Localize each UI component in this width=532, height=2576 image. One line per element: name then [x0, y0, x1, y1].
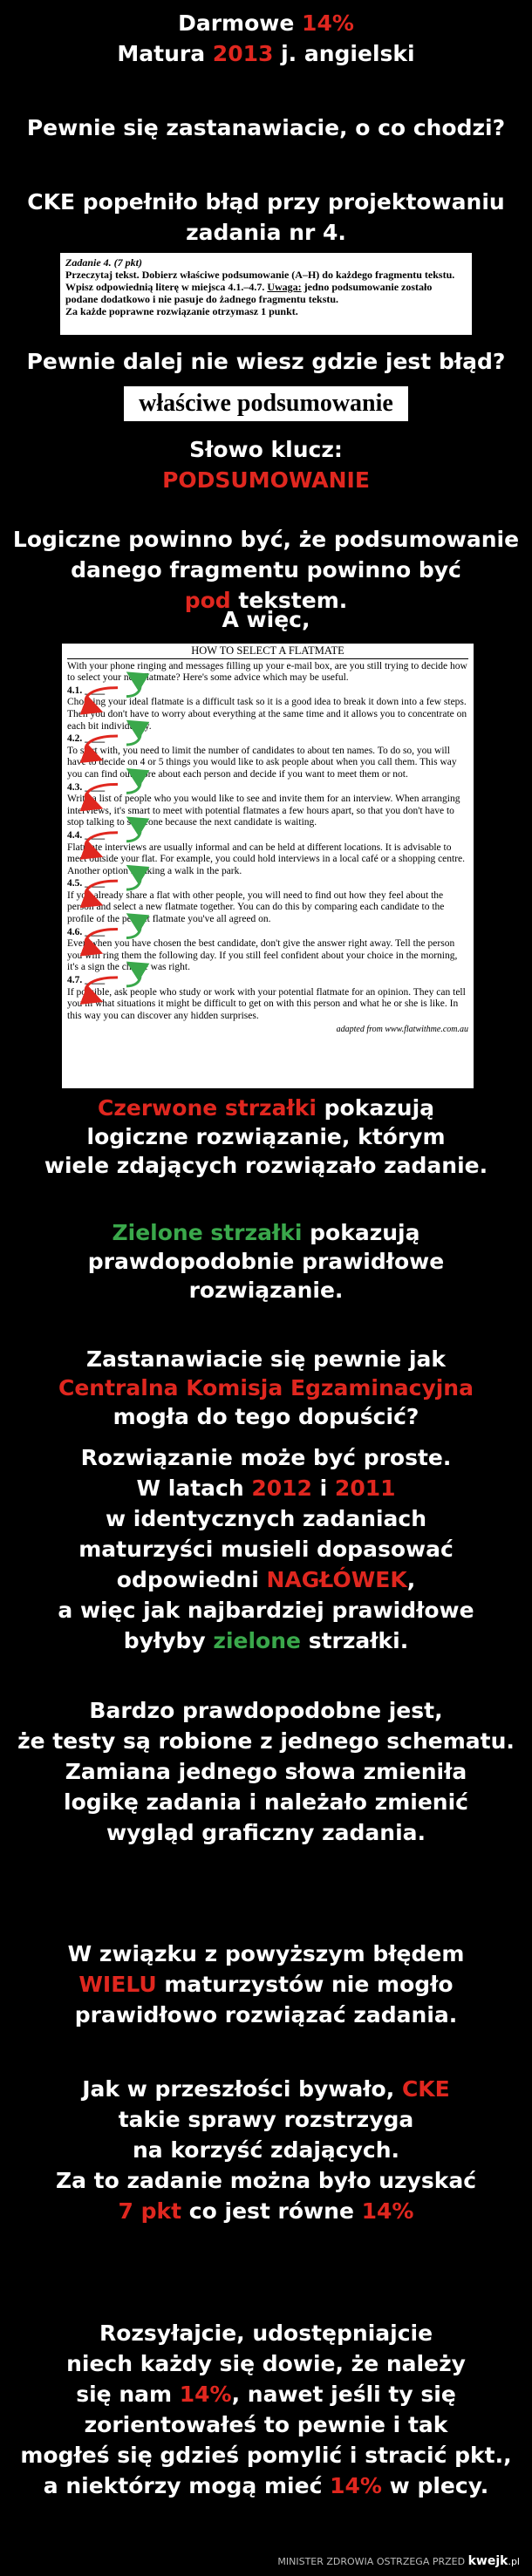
task-line-3: podane dodatkowo i nie pasuje do żadnego fragmentu tekstu. [65, 293, 339, 305]
green-arrow-icon [126, 967, 140, 986]
green-explanation-line-1: Zielone strzałki pokazują [112, 1220, 420, 1245]
so-text: A więc, [222, 607, 310, 632]
site-footer [277, 2554, 520, 2568]
red-arrow-icon [85, 929, 118, 950]
share-line-4: zorientowałeś to pewnie i tak [84, 2412, 448, 2437]
wonder-line-2: Centralna Komisja Egzaminacyjna [58, 1375, 474, 1400]
article-item-label: 4.7. ____ [67, 975, 106, 986]
consequence-line-2: WIELU maturzystów nie mogło [78, 1972, 454, 1997]
task-title: Zadanie 4. (7 pkt) [65, 256, 142, 269]
article-item-label: 4.6. ____ [67, 926, 106, 937]
cke-line-1: CKE popełniło błąd przy projektowaniu [27, 189, 505, 215]
answer-line-7: byłyby zielone strzałki. [123, 1628, 409, 1653]
article-item-label: 4.4. ____ [67, 829, 106, 841]
green-explanation-line-3: rozwiązanie. [188, 1278, 344, 1303]
task-line-1: Przeczytaj tekst. Dobierz właściwe podsumowanie (A–H) do każdego fragmentu tekstu. [65, 269, 455, 281]
red-arrow-icon [85, 881, 118, 902]
share-line-3: się nam 14%, nawet jeśli ty się [76, 2382, 456, 2407]
green-arrow-icon [126, 726, 140, 745]
wonder-line-3: mogła do tego dopuścić? [113, 1404, 419, 1429]
consequence-line-3: prawidłowo rozwiązać zadania. [74, 2002, 458, 2027]
footer-warning: MINISTER ZDROWIA OSTRZEGA PRZED [277, 2556, 466, 2567]
green-arrow-icon [126, 773, 140, 793]
task-line-2: Wpisz odpowiednią literę w miejsca 4.1.–4.7. Uwaga: jedno podsumowanie zostało [65, 281, 433, 293]
red-arrow-icon [85, 688, 118, 709]
wonder-line-1: Zastanawiacie się pewnie jak [85, 1346, 447, 1372]
article-item-text: To start with, you need to limit the number of candidates to about ten names. To do so, you will have to decide on 4 or 5 things you would like to ask people about when you call them. This way you can find out more about each person and decide if you want to meet them or not. [67, 745, 457, 780]
red-explanation-line-3: wiele zdających rozwiązało zadanie. [44, 1153, 488, 1178]
probably-line-2: że testy są robione z jednego schematu. [17, 1728, 515, 1754]
answer-line-1: Rozwiązanie może być proste. [80, 1445, 452, 1470]
green-arrow-icon [126, 918, 140, 937]
answer-line-5: odpowiedni NAGŁÓWEK, [116, 1567, 416, 1592]
keyword-box: właściwe podsumowanie [124, 386, 408, 421]
article-item-label: 4.3. ____ [67, 781, 106, 793]
red-explanation-line-1: Czerwone strzałki pokazują [97, 1095, 435, 1121]
key-label: Słowo klucz: [189, 437, 343, 462]
cke-line-2: zadania nr 4. [186, 220, 346, 245]
probably-line-3: Zamiana jednego słowa zmieniła [65, 1759, 467, 1784]
kwejk-logo-link[interactable]: kwejk.pl [467, 2554, 520, 2568]
arrows-overlay [0, 0, 532, 1099]
task-line-4: Za każde poprawne rozwiązanie otrzymasz 1 punkt. [65, 305, 298, 317]
red-arrow-icon [85, 784, 118, 805]
logic-line-2: danego fragmentu powinno być [71, 557, 461, 583]
past-line-4: Za to zadanie można było uzyskać [55, 2168, 477, 2193]
article-item-text: Choosing your ideal flatmate is a difficult task so it is a good idea to break it down into a few steps. Then you don't have to worry about everything at the same time and it allows you to concentrate on each bit individually. [67, 697, 467, 732]
probably-line-4: logikę zadania i należało zmienić [64, 1789, 468, 1815]
article-item-label: 4.2. ____ [67, 733, 106, 745]
red-arrow-icon [85, 736, 118, 757]
green-explanation-line-2: prawdopodobnie prawidłowe [87, 1249, 445, 1274]
probably-line-1: Bardzo prawdopodobne jest, [89, 1698, 443, 1723]
logic-line-1: Logiczne powinno być, że podsumowanie [12, 527, 520, 552]
red-explanation-line-2: logiczne rozwiązanie, którym [86, 1124, 446, 1149]
share-line-1: Rozsyłajcie, udostępniajcie [99, 2320, 433, 2346]
answer-line-4: maturzyści musieli dopasować [78, 1537, 454, 1562]
key-word: PODSUMOWANIE [162, 467, 370, 493]
past-line-2: takie sprawy rozstrzyga [118, 2107, 414, 2132]
probably-line-5: wygląd graficzny zadania. [106, 1820, 426, 1845]
article-credit: adapted from www.flatwithme.com.au [336, 1025, 468, 1035]
red-arrow-icon [85, 833, 118, 854]
past-line-5: 7 pkt co jest równe 14% [118, 2198, 414, 2224]
share-line-5: mogłeś się gdzieś pomylić i stracić pkt., [20, 2443, 512, 2468]
answer-line-2: W latach 2012 i 2011 [136, 1475, 396, 1501]
logic-line-3: pod tekstem. [184, 588, 348, 613]
consequence-line-1: W związku z powyższym błędem [67, 1941, 465, 1966]
title-line-2: Matura 2013 j. angielski [117, 41, 415, 66]
share-line-2: niech każdy się dowie, że należy [66, 2351, 466, 2376]
answer-line-3: w identycznych zadaniach [105, 1506, 427, 1531]
title-line-1: Darmowe 14% [178, 10, 354, 36]
article-item-text: Flatmate interviews are usually informal and can be held at different locations. It is advisable to meet outside your flat. For example, you could hold interviews in a local café or a shopping centre. Another option is taking a walk in the park. [67, 842, 466, 876]
past-line-3: na korzyść zdających. [132, 2137, 400, 2163]
article-item-label: 4.1. ____ [67, 685, 106, 696]
article-item-label: 4.5. ____ [67, 878, 106, 889]
answer-line-6: a więc jak najbardziej prawidłowe [58, 1598, 474, 1623]
article-intro: With your phone ringing and messages filling up your e-mail box, are you still trying to decide how to select your new flatmate? Here's some advice which may be useful. [67, 660, 467, 684]
red-arrow-icon [85, 978, 118, 998]
green-arrow-icon [126, 822, 140, 842]
article-item-text: Write a list of people who you would like to see and invite them for an interview. When arranging interviews, it's smart to meet with potential flatmates a few hours apart, so that you don't have to stop talking to someone because the next candidate is waiting. [67, 794, 460, 828]
article-title: HOW TO SELECT A FLATMATE [191, 644, 344, 657]
intro-question: Pewnie się zastanawiacie, o co chodzi? [26, 115, 506, 140]
still-question: Pewnie dalej nie wiesz gdzie jest błąd? [26, 349, 506, 374]
article-item-text: If you already share a flat with other people, you will need to find out how they feel about the person and select a new flatmate together. You can do this by comparing each candidate to the profile of the perfect flatmate you've all agreed on. [67, 889, 445, 925]
share-line-6: a niektórzy mogą mieć 14% w plecy. [43, 2473, 489, 2498]
past-line-1: Jak w przeszłości bywało, CKE [82, 2076, 450, 2102]
article-item-text: Even when you have chosen the best candidate, don't give the answer right away. Tell the person you will ring them the following day. If you still feel confident about your choice in the morning, it's a sign the choice was right. [67, 938, 458, 973]
green-arrow-icon [126, 678, 140, 697]
article-item-text: If possible, ask people who study or work with your potential flatmate for an opinion. They can tell you in what situations it might be difficult to get on with this person and what he or she is like. In this way you can discover any hidden surprises. [67, 986, 466, 1021]
green-arrow-icon [126, 870, 140, 889]
